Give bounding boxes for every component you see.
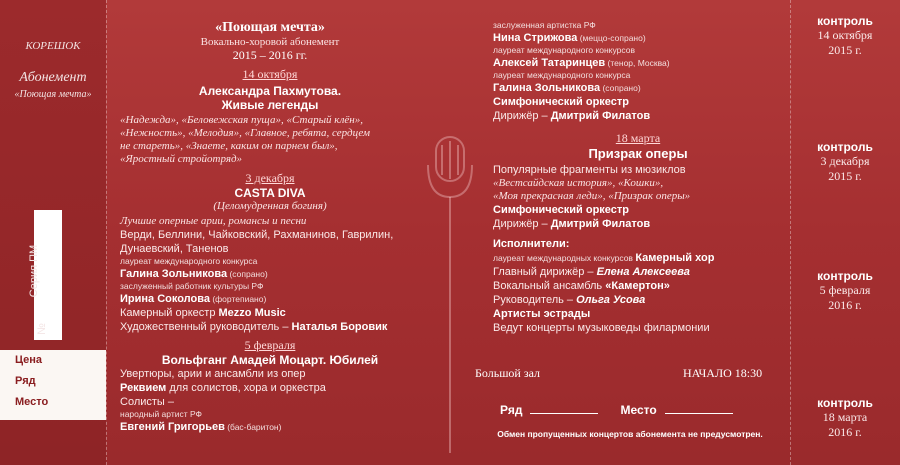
stub-info-box bbox=[0, 350, 106, 420]
song-line: «Яростный стройотряд» bbox=[120, 153, 243, 165]
ensemble-label: Вокальный ансамбль bbox=[493, 280, 606, 292]
control-label: контроль bbox=[817, 140, 873, 154]
concert-title: CASTA DIVA bbox=[234, 186, 306, 200]
stub-title: КОРЕШОК bbox=[25, 40, 81, 52]
conductor-label: Дирижёр – bbox=[493, 110, 551, 122]
seat-fields bbox=[500, 403, 755, 417]
conductor-name: Дмитрий Филатов bbox=[550, 110, 651, 122]
stub-cut-line bbox=[106, 0, 107, 465]
performer-note: (сопрано) bbox=[600, 83, 641, 93]
row-field-blank bbox=[530, 413, 598, 414]
control-year: 2015 г. bbox=[828, 169, 862, 183]
control-year: 2016 г. bbox=[828, 298, 862, 312]
serial-label: Серия ПМ bbox=[28, 244, 41, 298]
row-field-label: Ряд bbox=[500, 403, 523, 417]
performer-name: Нина Стрижова bbox=[493, 32, 578, 44]
performer-name: Ирина Соколова bbox=[120, 293, 210, 305]
concert-title: Призрак оперы bbox=[588, 146, 688, 161]
control-coupons bbox=[790, 0, 900, 465]
subscription-subtitle: Вокально-хоровой абонемент bbox=[200, 36, 340, 48]
control-label: контроль bbox=[817, 396, 873, 410]
seat-label: Место bbox=[15, 396, 49, 408]
song-line: «Нежность», «Мелодия», «Главное, ребята, сердцем bbox=[120, 127, 370, 139]
number-label: № bbox=[35, 323, 48, 335]
song-line: не стареть», «Знаете, каким он парнем был», bbox=[120, 140, 338, 152]
control-coupon[interactable] bbox=[790, 396, 900, 440]
control-date: 14 октября bbox=[817, 28, 873, 42]
performer-desc: лауреат международного конкурса bbox=[493, 70, 631, 80]
program-line: Увертюры, арии и ансамбли из опер bbox=[120, 368, 306, 380]
performer-name: Алексей Татаринцев bbox=[493, 57, 606, 69]
performer-desc: лауреат международного конкурсов bbox=[493, 45, 635, 55]
performer-note: (фортепиано) bbox=[209, 294, 267, 304]
program-column-right bbox=[493, 20, 783, 335]
requiem-desc: для солистов, хора и оркестра bbox=[166, 382, 326, 394]
choir-desc: лауреат международных конкурсов bbox=[493, 253, 636, 263]
requiem-label: Реквием bbox=[120, 382, 167, 394]
performer-name: Галина Зольникова bbox=[120, 268, 228, 280]
season: 2015 – 2016 гг. bbox=[232, 48, 308, 62]
control-year: 2016 г. bbox=[828, 425, 862, 439]
concert-date: 14 октября bbox=[242, 67, 298, 81]
composer-line: Верди, Беллини, Чайковский, Рахманинов, Гаврилин, bbox=[120, 229, 394, 241]
concert-date: 3 декабря bbox=[245, 171, 295, 185]
composer-line: Дунаевский, Таненов bbox=[120, 243, 229, 255]
performer-desc: заслуженная артистка РФ bbox=[493, 20, 596, 30]
stub-name: «Поющая мечта» bbox=[14, 89, 92, 100]
performer-note: (меццо-сопрано) bbox=[577, 33, 646, 43]
concert-date: 5 февраля bbox=[244, 338, 296, 352]
musical-line: «Моя прекрасная леди», «Призрак оперы» bbox=[493, 190, 691, 202]
stub-label: Абонемент bbox=[19, 70, 87, 85]
conductor-name: Дмитрий Филатов bbox=[550, 218, 651, 230]
control-coupon[interactable] bbox=[790, 269, 900, 313]
director-name: Наталья Боровик bbox=[291, 321, 388, 333]
performer-note: (тенор, Москва) bbox=[605, 58, 670, 68]
performers-label: Исполнители: bbox=[493, 238, 570, 250]
performer-name: Галина Зольникова bbox=[493, 82, 601, 94]
choir-name: Камерный хор bbox=[635, 252, 715, 264]
song-line: «Надежда», «Беловежская пуща», «Старый клён», bbox=[120, 114, 364, 126]
program-line: Лучшие оперные арии, романсы и песни bbox=[120, 215, 307, 227]
control-coupon[interactable] bbox=[790, 140, 900, 184]
director-label: Художественный руководитель – bbox=[120, 321, 292, 333]
start-time: НАЧАЛО 18:30 bbox=[683, 366, 763, 380]
microphone-icon bbox=[420, 135, 480, 455]
control-date: 5 февраля bbox=[819, 283, 871, 297]
exchange-note: Обмен пропущенных концертов абонемента не предусмотрен. bbox=[497, 429, 763, 439]
seat-field-blank bbox=[665, 413, 733, 414]
performer-name: Евгений Григорьев bbox=[120, 421, 225, 433]
concert-subtitle: (Целомудренная богиня) bbox=[213, 200, 327, 212]
orchestra-name: Mezzo Music bbox=[218, 307, 286, 319]
performer-desc: народный артист РФ bbox=[120, 409, 203, 419]
performer-desc: заслуженный работник культуры РФ bbox=[120, 281, 264, 291]
song-list bbox=[120, 114, 420, 166]
orchestra-name: Симфонический оркестр bbox=[493, 96, 630, 108]
program-column-left bbox=[120, 20, 420, 434]
leader-label: Руководитель – bbox=[493, 294, 577, 306]
row-label: Ряд bbox=[15, 375, 36, 387]
control-label: контроль bbox=[817, 269, 873, 283]
host-line: Ведут концерты музыковеды филармонии bbox=[493, 322, 710, 334]
performer-note: (бас-баритон) bbox=[224, 422, 282, 432]
concert-title-2: Живые легенды bbox=[221, 98, 319, 112]
hall-name: Большой зал bbox=[475, 366, 541, 380]
chief-name: Елена Алексеева bbox=[596, 266, 690, 278]
leader-name: Ольга Усова bbox=[576, 294, 646, 306]
chief-label: Главный дирижёр – bbox=[493, 266, 597, 278]
concert-date: 18 марта bbox=[615, 131, 661, 145]
orchestra-label: Камерный оркестр bbox=[120, 307, 219, 319]
conductor-label: Дирижёр – bbox=[493, 218, 551, 230]
performer-note: (сопрано) bbox=[227, 269, 268, 279]
artists-label: Артисты эстрады bbox=[493, 308, 591, 320]
control-date: 18 марта bbox=[822, 410, 868, 424]
concert-title: Вольфганг Амадей Моцарт. Юбилей bbox=[161, 353, 379, 367]
control-year: 2015 г. bbox=[828, 43, 862, 57]
control-coupon[interactable] bbox=[790, 14, 900, 58]
price-label: Цена bbox=[15, 354, 43, 366]
ensemble-name: «Камертон» bbox=[605, 280, 670, 292]
performer-desc: лауреат международного конкурса bbox=[120, 256, 258, 266]
subscription-title: «Поющая мечта» bbox=[215, 20, 325, 35]
control-date: 3 декабря bbox=[820, 154, 870, 168]
soloists-label: Солисты – bbox=[120, 396, 175, 408]
concert-title: Александра Пахмутова. bbox=[198, 84, 342, 98]
program-line: Популярные фрагменты из мюзиклов bbox=[493, 164, 686, 176]
seat-field-label: Место bbox=[620, 403, 657, 417]
orchestra-name: Симфонический оркестр bbox=[493, 204, 630, 216]
musical-line: «Вестсайдская история», «Кошки», bbox=[493, 177, 664, 189]
control-label: контроль bbox=[817, 14, 873, 28]
